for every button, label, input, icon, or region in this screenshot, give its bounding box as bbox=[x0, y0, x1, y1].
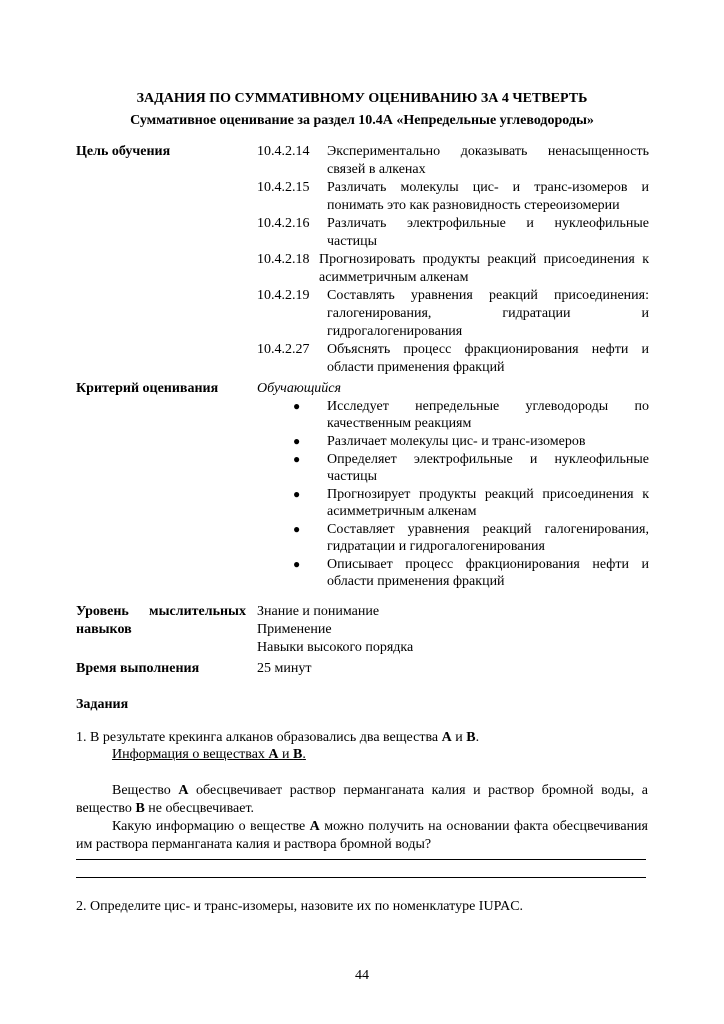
list-item bbox=[293, 521, 649, 555]
substance-b: В bbox=[135, 801, 145, 816]
bullet-icon: ● bbox=[293, 557, 301, 571]
goal-item bbox=[257, 179, 649, 215]
criterion-text: Определяет электрофильные и нуклеофильные частицы bbox=[327, 452, 649, 484]
skills-label-line1: Уровень мыслительных bbox=[76, 604, 246, 619]
task1-intro bbox=[76, 729, 648, 747]
skill-level: Знание и понимание bbox=[257, 604, 380, 619]
goals-label: Цель обучения bbox=[76, 144, 171, 159]
page-title: ЗАДАНИЯ ПО СУММАТИВНОМУ ОЦЕНИВАНИЮ ЗА 4 ЧЕТВЕРТЬ bbox=[136, 91, 588, 106]
goal-code: 10.4.2.15 bbox=[257, 180, 310, 195]
bullet-icon: ● bbox=[293, 522, 301, 536]
list-item bbox=[293, 398, 649, 432]
criterion-text: Различает молекулы цис- и транс-изомеров bbox=[327, 434, 586, 449]
question-text: Какую информацию о веществе bbox=[112, 819, 310, 834]
skill-level: Применение bbox=[257, 622, 332, 637]
task1-info-heading bbox=[112, 747, 306, 763]
list-item bbox=[293, 556, 649, 590]
task2-text: 2. Определите цис- и транс-изомеры, назовите их по номенклатуре IUPAC. bbox=[76, 899, 524, 914]
task1-paragraph bbox=[76, 782, 648, 818]
time-value: 25 минут bbox=[257, 661, 312, 676]
criterion-text: Составляет уравнения реакций галогенирования, гидратации и гидрогалогенирования bbox=[327, 522, 649, 554]
substance-b: В bbox=[293, 747, 303, 762]
period: . bbox=[302, 747, 306, 762]
skills-list bbox=[257, 603, 413, 657]
goal-code: 10.4.2.16 bbox=[257, 216, 310, 231]
goal-code: 10.4.2.14 bbox=[257, 144, 310, 159]
bullet-icon: ● bbox=[293, 487, 301, 501]
criterion-text: Описывает процесс фракционирования нефти и области применения фракций bbox=[327, 557, 649, 589]
criteria-label: Критерий оценивания bbox=[76, 381, 219, 396]
info-text: Информация о веществах bbox=[112, 747, 269, 762]
goal-item bbox=[257, 251, 649, 287]
page-subtitle: Суммативное оценивание за раздел 10.4А «Непредельные углеводороды» bbox=[130, 113, 594, 128]
goal-text: Экспериментально доказывать ненасыщенность связей в алкенах bbox=[327, 144, 649, 177]
substance-a: А bbox=[309, 819, 320, 834]
question-text: можно получить на основании факта обесцвечивания им раствора перманганата калия и раствора бромной воды? bbox=[76, 819, 648, 852]
list-item bbox=[293, 486, 649, 520]
goal-code: 10.4.2.18 bbox=[257, 252, 310, 267]
goal-code: 10.4.2.19 bbox=[257, 288, 310, 303]
goal-code: 10.4.2.27 bbox=[257, 342, 310, 357]
conjunction: и bbox=[278, 747, 294, 762]
p1-text: обесцвечивает раствор перманганата калия и раствор бромной воды, а вещество bbox=[76, 783, 648, 816]
answer-line[interactable] bbox=[76, 859, 646, 860]
p1-text: Вещество bbox=[112, 783, 179, 798]
bullet-icon: ● bbox=[293, 434, 301, 448]
task1-question bbox=[76, 818, 648, 854]
tasks-heading: Задания bbox=[76, 697, 129, 712]
bullet-icon: ● bbox=[293, 399, 301, 413]
goal-item bbox=[257, 287, 649, 341]
substance-a: А bbox=[178, 783, 189, 798]
skill-level: Навыки высокого порядка bbox=[257, 640, 414, 655]
bullet-icon: ● bbox=[293, 452, 301, 466]
substance-b: В bbox=[466, 730, 476, 745]
list-item bbox=[293, 451, 649, 485]
goal-text: Прогнозировать продукты реакций присоединения к асимметричным алкенам bbox=[319, 252, 649, 285]
conjunction: и bbox=[451, 730, 467, 745]
goal-text: Различать электрофильные и нуклеофильные частицы bbox=[327, 216, 649, 249]
time-label: Время выполнения bbox=[76, 661, 200, 676]
goal-item bbox=[257, 341, 649, 377]
task1-intro-text: 1. В результате крекинга алканов образовались два вещества bbox=[76, 730, 442, 745]
criterion-text: Исследует непредельные углеводороды по качественным реакциям bbox=[327, 399, 649, 431]
goal-text: Объяснять процесс фракционирования нефти и области применения фракций bbox=[327, 342, 649, 375]
p1-text: не обесцвечивает. bbox=[144, 801, 255, 816]
criteria-list bbox=[293, 398, 649, 591]
goal-item bbox=[257, 143, 649, 179]
list-item bbox=[293, 433, 649, 450]
goal-text: Составлять уравнения реакций присоединения: галогенирования, гидратации и гидрогалогенирования bbox=[327, 288, 649, 339]
substance-a: А bbox=[268, 747, 279, 762]
goals-list bbox=[257, 143, 649, 377]
period: . bbox=[475, 730, 480, 745]
goal-item bbox=[257, 215, 649, 251]
answer-line[interactable] bbox=[76, 877, 646, 878]
substance-a: А bbox=[441, 730, 452, 745]
skills-label-line2: навыков bbox=[76, 622, 132, 637]
criteria-intro: Обучающийся bbox=[257, 381, 342, 396]
page-number: 44 bbox=[355, 968, 369, 983]
criterion-text: Прогнозирует продукты реакций присоединения к асимметричным алкенам bbox=[327, 487, 649, 519]
goal-text: Различать молекулы цис- и транс-изомеров и понимать это как разновидность стереоизомерии bbox=[327, 180, 649, 213]
